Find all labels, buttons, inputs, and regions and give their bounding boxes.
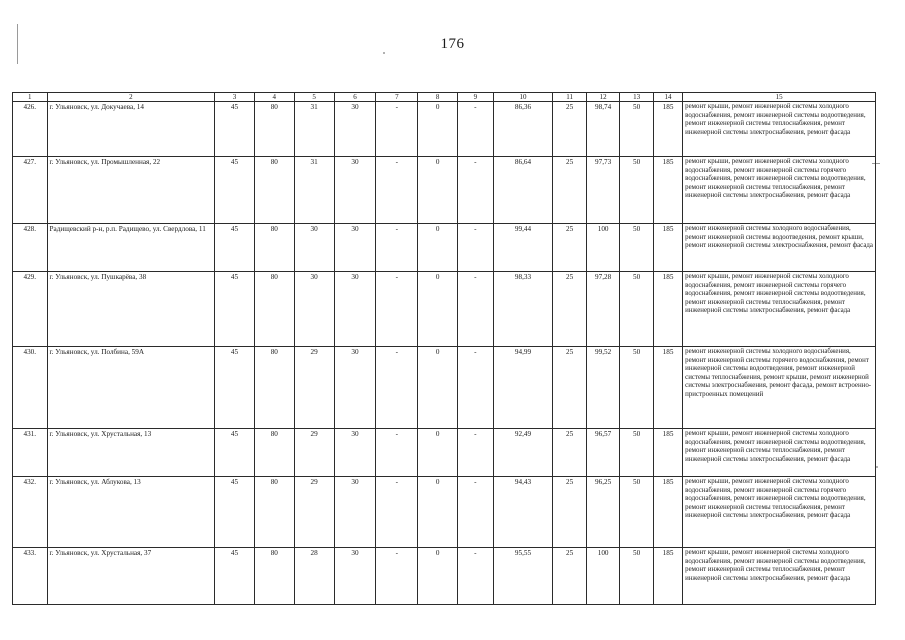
- cell-c14: 185: [653, 224, 682, 272]
- col-header: 9: [458, 93, 494, 102]
- cell-c6: 30: [334, 272, 376, 347]
- cell-c12: 96,25: [586, 477, 620, 548]
- cell-c7: -: [376, 157, 418, 224]
- col-header: 12: [586, 93, 620, 102]
- address-cell: г. Ульяновск, ул. Аблукова, 13: [47, 477, 215, 548]
- cell-c8: 0: [418, 477, 458, 548]
- cell-c5: 30: [294, 224, 334, 272]
- cell-c4: 80: [254, 477, 294, 548]
- row-number: 433.: [13, 548, 48, 605]
- col-header: 10: [493, 93, 553, 102]
- cell-c7: -: [376, 272, 418, 347]
- col-header: 13: [620, 93, 654, 102]
- cell-c8: 0: [418, 224, 458, 272]
- table-row: [13, 157, 876, 224]
- cell-c12: 96,57: [586, 429, 620, 477]
- cell-c14: 185: [653, 477, 682, 548]
- cell-c6: 30: [334, 347, 376, 429]
- cell-c11: 25: [553, 477, 587, 548]
- cell-c3: 45: [215, 477, 255, 548]
- cell-c9: -: [458, 157, 494, 224]
- row-number: 426.: [13, 102, 48, 157]
- cell-c4: 80: [254, 272, 294, 347]
- cell-c6: 30: [334, 429, 376, 477]
- row-number: 430.: [13, 347, 48, 429]
- cell-c14: 185: [653, 548, 682, 605]
- table-row: [13, 102, 876, 157]
- cell-c11: 25: [553, 102, 587, 157]
- cell-c9: -: [458, 347, 494, 429]
- works-cell: ремонт инженерной системы холодного водоснабжения, ремонт инженерной системы горячего водоснабжения, ремонт инженерной системы водоотведения, ремонт инженерной системы теплоснабжения, ремонт крыши, ремонт инженерной системы электроснабжения, ремонт фасада, ремонт встроенно-пристроенных помещений: [683, 347, 876, 429]
- cell-c10: 94,99: [493, 347, 553, 429]
- cell-c4: 80: [254, 548, 294, 605]
- row-number: 432.: [13, 477, 48, 548]
- cell-c6: 30: [334, 157, 376, 224]
- address-cell: г. Ульяновск, ул. Пушкарёва, 38: [47, 272, 215, 347]
- cell-c4: 80: [254, 102, 294, 157]
- cell-c8: 0: [418, 102, 458, 157]
- row-number: 427.: [13, 157, 48, 224]
- cell-c10: 86,36: [493, 102, 553, 157]
- col-header: 11: [553, 93, 587, 102]
- works-cell: ремонт инженерной системы холодного водоснабжения, ремонт инженерной системы водоотведения, ремонт крыши, ремонт инженерной системы электроснабжения, ремонт фасада: [683, 224, 876, 272]
- col-header: 1: [13, 93, 48, 102]
- cell-c9: -: [458, 548, 494, 605]
- cell-c7: -: [376, 477, 418, 548]
- cell-c6: 30: [334, 477, 376, 548]
- cell-c3: 45: [215, 429, 255, 477]
- cell-c11: 25: [553, 429, 587, 477]
- cell-c3: 45: [215, 224, 255, 272]
- address-cell: г. Ульяновск, ул. Полбина, 59А: [47, 347, 215, 429]
- cell-c12: 100: [586, 548, 620, 605]
- row-number: 431.: [13, 429, 48, 477]
- cell-c3: 45: [215, 548, 255, 605]
- cell-c5: 31: [294, 102, 334, 157]
- table-row: [13, 272, 876, 347]
- cell-c6: 30: [334, 102, 376, 157]
- col-header: 5: [294, 93, 334, 102]
- cell-c9: -: [458, 477, 494, 548]
- cell-c11: 25: [553, 224, 587, 272]
- cell-c5: 28: [294, 548, 334, 605]
- works-cell: ремонт крыши, ремонт инженерной системы холодного водоснабжения, ремонт инженерной системы водоотведения, ремонт инженерной системы теплоснабжения, ремонт инженерной системы электроснабжения, ремонт фасада: [683, 429, 876, 477]
- cell-c6: 30: [334, 224, 376, 272]
- col-header: 7: [376, 93, 418, 102]
- col-header: 8: [418, 93, 458, 102]
- cell-c13: 50: [620, 224, 654, 272]
- cell-c11: 25: [553, 157, 587, 224]
- cell-c11: 25: [553, 548, 587, 605]
- cell-c13: 50: [620, 477, 654, 548]
- cell-c10: 95,55: [493, 548, 553, 605]
- cell-c10: 86,64: [493, 157, 553, 224]
- address-cell: г. Ульяновск, ул. Хрустальная, 13: [47, 429, 215, 477]
- table-row: [13, 224, 876, 272]
- cell-c10: 98,33: [493, 272, 553, 347]
- col-header: 3: [215, 93, 255, 102]
- repair-table: [12, 92, 876, 605]
- cell-c9: -: [458, 224, 494, 272]
- cell-c8: 0: [418, 548, 458, 605]
- works-cell: ремонт крыши, ремонт инженерной системы холодного водоснабжения, ремонт инженерной системы водоотведения, ремонт инженерной системы теплоснабжения, ремонт инженерной системы электроснабжения, ремонт фасада: [683, 548, 876, 605]
- col-header: 4: [254, 93, 294, 102]
- cell-c12: 98,74: [586, 102, 620, 157]
- cell-c5: 29: [294, 477, 334, 548]
- cell-c9: -: [458, 272, 494, 347]
- cell-c4: 80: [254, 157, 294, 224]
- cell-c12: 97,73: [586, 157, 620, 224]
- cell-c10: 94,43: [493, 477, 553, 548]
- cell-c9: -: [458, 429, 494, 477]
- cell-c7: -: [376, 224, 418, 272]
- row-number: 429.: [13, 272, 48, 347]
- cell-c13: 50: [620, 429, 654, 477]
- table-body: [13, 102, 876, 605]
- cell-c5: 31: [294, 157, 334, 224]
- cell-c8: 0: [418, 429, 458, 477]
- cell-c4: 80: [254, 347, 294, 429]
- table-row: [13, 347, 876, 429]
- cell-c13: 50: [620, 102, 654, 157]
- cell-c4: 80: [254, 429, 294, 477]
- cell-c12: 97,28: [586, 272, 620, 347]
- cell-c8: 0: [418, 272, 458, 347]
- scan-dot: [876, 466, 878, 468]
- cell-c8: 0: [418, 157, 458, 224]
- address-cell: Радищевский р-н, р.п. Радищево, ул. Свердлова, 11: [47, 224, 215, 272]
- cell-c14: 185: [653, 429, 682, 477]
- cell-c13: 50: [620, 157, 654, 224]
- cell-c14: 185: [653, 272, 682, 347]
- col-header: 15: [683, 93, 876, 102]
- cell-c3: 45: [215, 347, 255, 429]
- cell-c4: 80: [254, 224, 294, 272]
- address-cell: г. Ульяновск, ул. Хрустальная, 37: [47, 548, 215, 605]
- cell-c10: 92,49: [493, 429, 553, 477]
- cell-c14: 185: [653, 102, 682, 157]
- works-cell: ремонт крыши, ремонт инженерной системы холодного водоснабжения, ремонт инженерной системы горячего водоснабжения, ремонт инженерной системы водоотведения, ремонт инженерной системы теплоснабжения, ремонт инженерной системы электроснабжения, ремонт фасада: [683, 477, 876, 548]
- cell-c3: 45: [215, 157, 255, 224]
- cell-c5: 29: [294, 347, 334, 429]
- table-row: [13, 477, 876, 548]
- cell-c8: 0: [418, 347, 458, 429]
- cell-c7: -: [376, 347, 418, 429]
- works-cell: ремонт крыши, ремонт инженерной системы холодного водоснабжения, ремонт инженерной системы горячего водоснабжения, ремонт инженерной системы водоотведения, ремонт инженерной системы теплоснабжения, ремонт инженерной системы электроснабжения, ремонт фасада: [683, 272, 876, 347]
- cell-c9: -: [458, 102, 494, 157]
- cell-c5: 30: [294, 272, 334, 347]
- col-header: 14: [653, 93, 682, 102]
- cell-c14: 185: [653, 347, 682, 429]
- cell-c7: -: [376, 102, 418, 157]
- cell-c12: 100: [586, 224, 620, 272]
- cell-c14: 185: [653, 157, 682, 224]
- col-header: 6: [334, 93, 376, 102]
- header-row: [13, 93, 876, 102]
- cell-c6: 30: [334, 548, 376, 605]
- cell-c13: 50: [620, 272, 654, 347]
- cell-c7: -: [376, 429, 418, 477]
- cell-c11: 25: [553, 272, 587, 347]
- cell-c12: 99,52: [586, 347, 620, 429]
- cell-c11: 25: [553, 347, 587, 429]
- works-cell: ремонт крыши, ремонт инженерной системы холодного водоснабжения, ремонт инженерной системы водоотведения, ремонт инженерной системы теплоснабжения, ремонт инженерной системы электроснабжения, ремонт фасада: [683, 102, 876, 157]
- cell-c10: 99,44: [493, 224, 553, 272]
- cell-c3: 45: [215, 272, 255, 347]
- table-row: [13, 429, 876, 477]
- works-cell: ремонт крыши, ремонт инженерной системы холодного водоснабжения, ремонт инженерной системы горячего водоснабжения, ремонт инженерной системы водоотведения, ремонт инженерной системы теплоснабжения, ремонт инженерной системы электроснабжения, ремонт фасада: [683, 157, 876, 224]
- cell-c7: -: [376, 548, 418, 605]
- cell-c3: 45: [215, 102, 255, 157]
- address-cell: г. Ульяновск, ул. Докучаева, 14: [47, 102, 215, 157]
- cell-c5: 29: [294, 429, 334, 477]
- col-header: 2: [47, 93, 215, 102]
- row-number: 428.: [13, 224, 48, 272]
- table-row: [13, 548, 876, 605]
- address-cell: г. Ульяновск, ул. Промышленная, 22: [47, 157, 215, 224]
- cell-c13: 50: [620, 347, 654, 429]
- page-number: 176: [440, 36, 465, 52]
- cell-c13: 50: [620, 548, 654, 605]
